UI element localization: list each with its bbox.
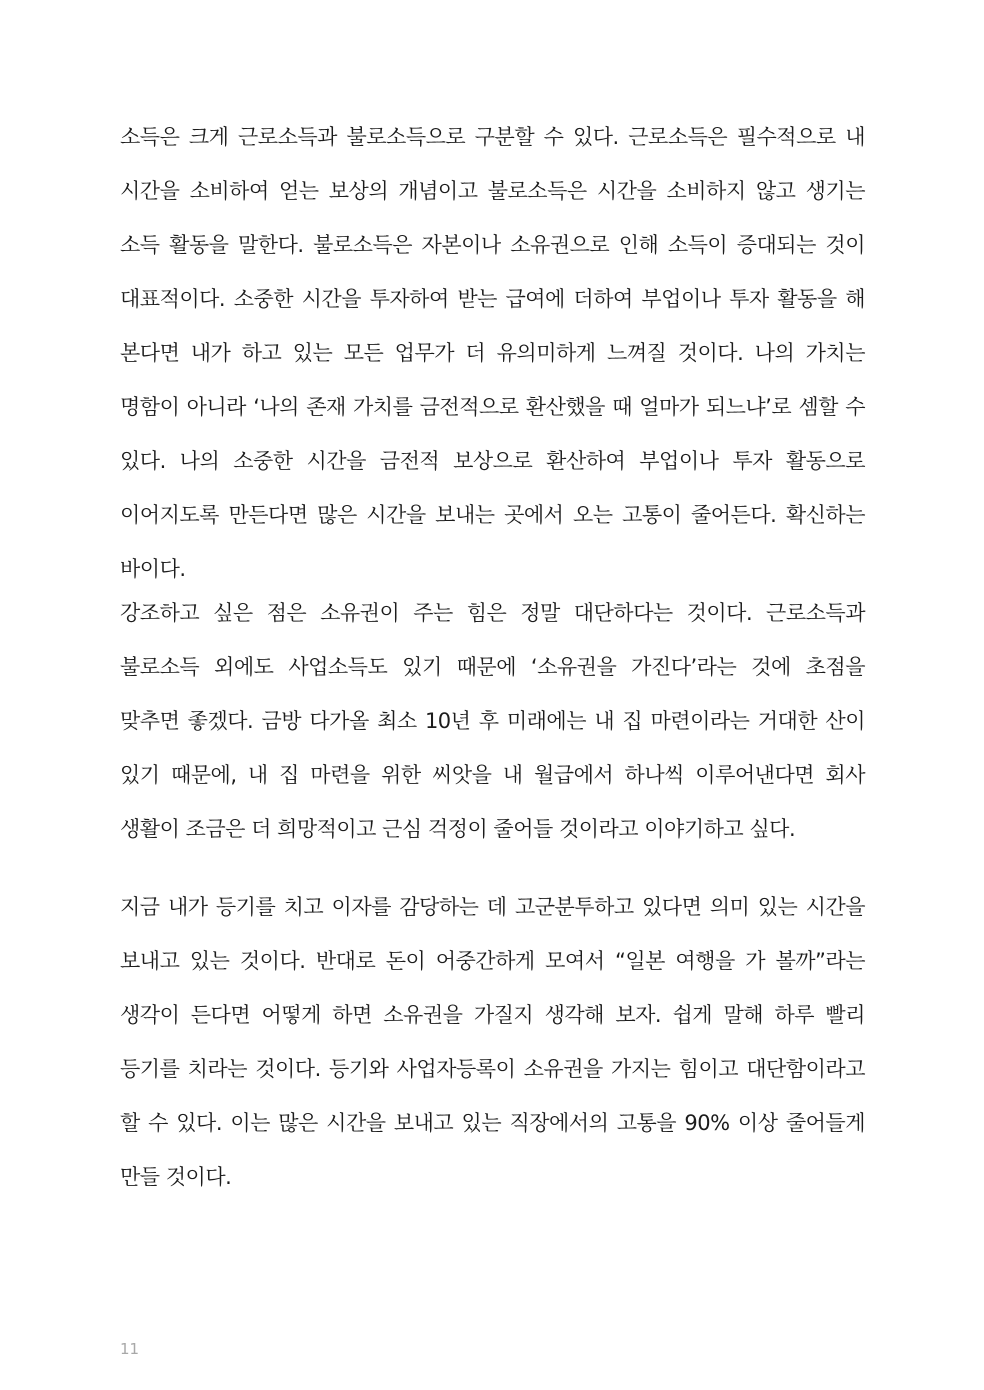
- text-line: 할 수 있다. 이는 많은 시간을 보내고 있는 직장에서의 고통을 90% 이상 줄어들게: [120, 1111, 865, 1135]
- text-line: 바이다.: [120, 557, 186, 581]
- paragraph-ownership: [120, 586, 865, 856]
- text-line: 소득은 크게 근로소득과 불로소득으로 구분할 수 있다. 근로소득은 필수적으로 내: [120, 125, 865, 149]
- text-line: 보내고 있는 것이다. 반대로 돈이 어중간하게 모여서 “일본 여행을 가 볼까”라는: [120, 949, 865, 973]
- text-line: 불로소득 외에도 사업소득도 있기 때문에 ‘소유권을 가진다’라는 것에 초점을: [120, 655, 865, 679]
- text-line: 대표적이다. 소중한 시간을 투자하여 받는 급여에 더하여 부업이나 투자 활동을 해: [120, 287, 865, 311]
- text-line: 맞추면 좋겠다. 금방 다가올 최소 10년 후 미래에는 내 집 마련이라는 거대한 산이: [120, 709, 865, 733]
- paragraph-registration: [120, 880, 865, 1204]
- text-line: 소득 활동을 말한다. 불로소득은 자본이나 소유권으로 인해 소득이 증대되는 것이: [120, 233, 865, 257]
- paragraph-income-types: [120, 110, 865, 596]
- text-line: 이어지도록 만든다면 많은 시간을 보내는 곳에서 오는 고통이 줄어든다. 확신하는: [120, 503, 865, 527]
- text-line: 등기를 치라는 것이다. 등기와 사업자등록이 소유권을 가지는 힘이고 대단함이라고: [120, 1057, 865, 1081]
- text-line: 지금 내가 등기를 치고 이자를 감당하는 데 고군분투하고 있다면 의미 있는 시간을: [120, 895, 865, 919]
- text-line: 만들 것이다.: [120, 1165, 232, 1189]
- text-line: 있다. 나의 소중한 시간을 금전적 보상으로 환산하여 부업이나 투자 활동으로: [120, 449, 865, 473]
- text-line: 본다면 내가 하고 있는 모든 업무가 더 유의미하게 느껴질 것이다. 나의 가치는: [120, 341, 865, 365]
- text-line: 강조하고 싶은 점은 소유권이 주는 힘은 정말 대단하다는 것이다. 근로소득과: [120, 601, 865, 625]
- text-line: 시간을 소비하여 얻는 보상의 개념이고 불로소득은 시간을 소비하지 않고 생기는: [120, 179, 865, 203]
- text-line: 생각이 든다면 어떻게 하면 소유권을 가질지 생각해 보자. 쉽게 말해 하루 빨리: [120, 1003, 865, 1027]
- page-number: 11: [120, 1340, 140, 1358]
- text-line: 명함이 아니라 ‘나의 존재 가치를 금전적으로 환산했을 때 얼마가 되느냐’로 셈할 수: [120, 395, 865, 419]
- text-line: 있기 때문에, 내 집 마련을 위한 씨앗을 내 월급에서 하나씩 이루어낸다면 회사: [120, 763, 865, 787]
- text-line: 생활이 조금은 더 희망적이고 근심 걱정이 줄어들 것이라고 이야기하고 싶다.: [120, 817, 796, 841]
